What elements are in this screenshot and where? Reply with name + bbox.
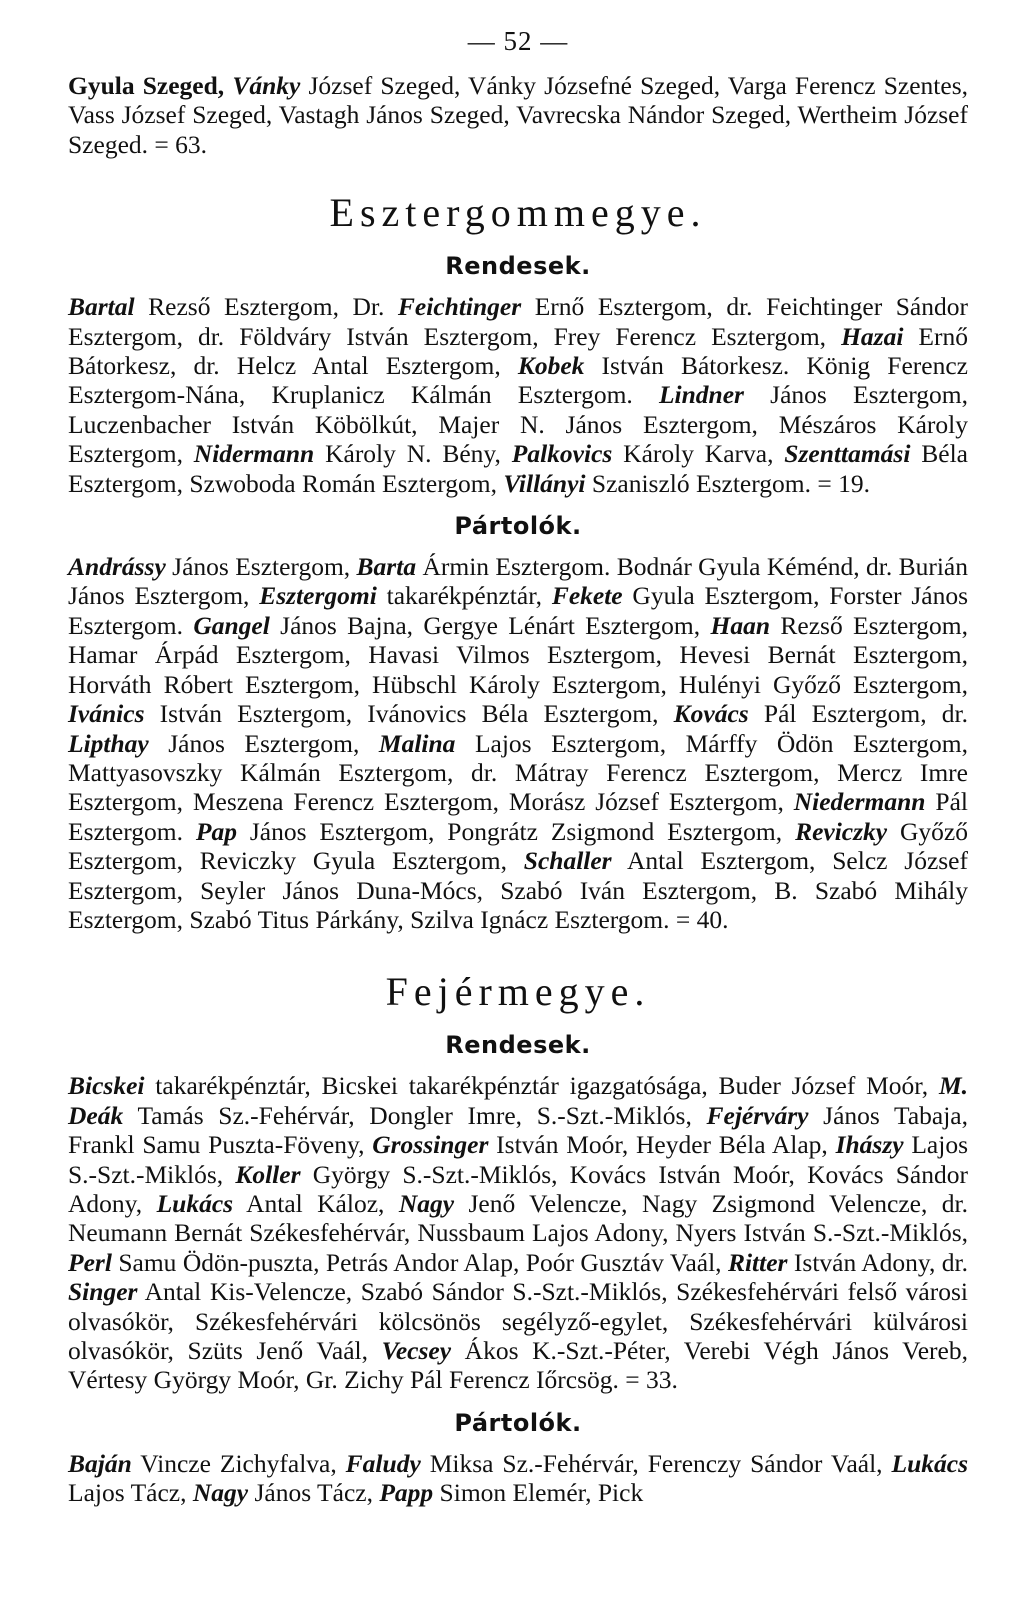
text-run: István Bátorkesz. König Ferencz Esztergom-Nána, Kruplanicz Kálmán Esztergom.	[68, 351, 968, 410]
intro-paragraph	[68, 71, 968, 159]
highlighted-name: Barta	[356, 552, 417, 582]
highlighted-name: Palkovics	[511, 439, 613, 469]
highlighted-name: Bicskei	[68, 1071, 145, 1101]
highlighted-name: Perl	[68, 1247, 112, 1277]
text-run: Miksa Sz.-Fehérvár, Ferenczy Sándor Vaál,	[420, 1448, 892, 1478]
text-run: Ákos K.-Szt.-Péter, Verebi Végh János Vereb, Vértesy György Moór, Gr. Zichy Pál Ferencz Iőrcsög. = 33.	[68, 1336, 968, 1395]
text-run: Lajos S.-Szt.-Miklós,	[68, 1130, 968, 1189]
text-run: takarékpénztár,	[376, 581, 552, 611]
highlighted-name: Esztergomi	[259, 581, 377, 611]
partolok-paragraph	[68, 1449, 968, 1508]
highlighted-name: Kovács	[673, 699, 749, 729]
rendesek-paragraph	[68, 1071, 968, 1394]
highlighted-name: Vecsey	[381, 1336, 452, 1365]
highlighted-name: Grossinger	[372, 1130, 489, 1160]
highlighted-name: Nagy	[192, 1478, 249, 1508]
highlighted-name: Villányi	[503, 468, 586, 498]
partolok-paragraph	[68, 552, 968, 934]
highlighted-name: Szenttamási	[784, 439, 911, 469]
highlighted-name: Lindner	[658, 380, 744, 410]
county-title: Fejérmegye.	[385, 969, 651, 1015]
text-run: Ernő Bátorkesz, dr. Helcz Antal Esztergom,	[68, 321, 968, 381]
text-run: Károly N. Bény,	[314, 439, 512, 469]
text-run: Károly Karva,	[612, 439, 785, 469]
text-run: Rezső Esztergom, Dr.	[134, 292, 398, 322]
lead-text: Gyula Szeged,	[68, 71, 233, 100]
text-run: Antal Esztergom, Selcz József Esztergom, Seyler János Duna-Mócs, Szabó Iván Esztergom, B. Szabó Mihály Esztergom, Szabó Titus Párkány, Szilva Ignácz Esztergom. = 40.	[68, 846, 968, 934]
text-run: Lajos Esztergom, Márffy Ödön Esztergom, Mattyasovszky Kálmán Esztergom, dr. Mátray Ferencz Esztergom, Mercz Imre Esztergom, Meszena Ferencz Esztergom, Morász József Esztergom,	[68, 728, 968, 817]
text-run: Szaniszló Esztergom. = 19.	[585, 468, 870, 498]
text-run: István Moór, Heyder Béla Alap,	[488, 1130, 836, 1160]
highlighted-name: Fejérváry	[706, 1100, 809, 1130]
highlighted-name: Bartal	[68, 292, 135, 322]
highlighted-name: Niedermann	[793, 787, 926, 817]
text-run: György S.-Szt.-Miklós, Kovács István Moór, Kovács Sándor Adony,	[68, 1159, 968, 1218]
text-run: Tamás Sz.-Fehérvár, Dongler Imre, S.-Szt.-Miklós,	[123, 1100, 707, 1130]
county-title: Esztergommegye.	[329, 190, 707, 236]
text-run: Vincze Zichyfalva,	[131, 1448, 346, 1478]
text-run: Jenő Velencze, Nagy Zsigmond Velencze, dr. Neumann Bernát Székesfehérvár, Nussbaum Lajos Adony, Nyers István S.-Szt.-Miklós,	[68, 1188, 968, 1248]
section-heading-rendesek: Rendesek.	[445, 1031, 591, 1060]
highlighted-name: Feichtinger	[397, 292, 522, 322]
highlighted-name: Gangel	[193, 610, 270, 640]
highlighted-name: Andrássy	[68, 552, 166, 582]
page-number: — 52 —	[467, 26, 569, 56]
text-run: Béla Esztergom, Szwoboda Román Esztergom,	[68, 439, 968, 498]
highlighted-name: Kobek	[517, 351, 585, 381]
rendesek-paragraph	[68, 292, 968, 498]
highlighted-name: Schaller	[523, 846, 612, 876]
highlighted-name: M. Deák	[68, 1071, 968, 1130]
text-run: István Esztergom, Ivánovics Béla Esztergom,	[144, 699, 674, 729]
text-run: János Esztergom,	[165, 552, 357, 582]
text-run: takarékpénztár, Bicskei takarékpénztár igazgatósága, Buder József Moór,	[144, 1071, 939, 1101]
highlighted-name: Vánky	[232, 71, 301, 100]
text-run: Antal Káloz,	[233, 1188, 399, 1218]
county-esztergom	[68, 189, 968, 934]
highlighted-name: Ritter	[727, 1247, 788, 1277]
text-run: Rezső Esztergom, Hamar Árpád Esztergom, Havasi Vilmos Esztergom, Hevesi Bernát Esztergom, Horváth Róbert Esztergom, Hübschl Károly Esztergom, Hulényi Győző Esztergom,	[68, 610, 969, 699]
text-run: János Bajna, Gergye Lénárt Esztergom,	[269, 610, 711, 640]
text-run: Pál Esztergom, dr.	[748, 699, 968, 729]
highlighted-name: Ivánics	[68, 699, 145, 729]
text-run: Gyula Esztergom, Forster János Esztergom.	[68, 581, 968, 640]
text-run: József Szeged, Vánky Józsefné Szeged, Varga Ferencz Szentes, Vass József Szeged, Vastagh János Szeged, Vavrecska Nándor Szeged, Wertheim József Szeged. = 63.	[68, 71, 969, 159]
highlighted-name: Singer	[68, 1277, 138, 1307]
highlighted-name: Haan	[710, 610, 771, 640]
highlighted-name: Reviczky	[795, 816, 888, 846]
highlighted-name: Fekete	[551, 581, 623, 611]
highlighted-name: Papp	[379, 1478, 434, 1508]
highlighted-name: Malina	[378, 728, 456, 758]
text-run: János Esztergom, Luczenbacher István Köbölkút, Majer N. János Esztergom, Mészáros Károly Esztergom,	[68, 380, 968, 469]
text-run: Ármin Esztergom. Bodnár Gyula Kéménd, dr. Burián János Esztergom,	[68, 552, 969, 611]
highlighted-name: Lukács	[891, 1448, 968, 1478]
text-run: Lajos Tácz,	[68, 1478, 193, 1508]
highlighted-name: Nagy	[398, 1188, 455, 1218]
section-heading-partolok: Pártolók.	[454, 512, 582, 541]
text-run: István Adony, dr.	[787, 1247, 968, 1277]
section-heading-partolok: Pártolók.	[454, 1408, 582, 1437]
highlighted-name: Baján	[68, 1448, 132, 1478]
highlighted-name: Nidermann	[193, 439, 315, 469]
text-run: Samu Ödön-puszta, Petrás Andor Alap, Poór Gusztáv Vaál,	[111, 1247, 728, 1277]
text-run: János Tabaja, Frankl Samu Puszta-Föveny,	[68, 1100, 968, 1160]
highlighted-name: Pap	[195, 816, 237, 846]
text-run: Ernő Esztergom, dr. Feichtinger Sándor Esztergom, dr. Földváry István Esztergom, Frey Ferencz Esztergom,	[68, 292, 968, 351]
highlighted-name: Faludy	[345, 1448, 421, 1478]
highlighted-name: Lukács	[156, 1188, 234, 1218]
text-run: Győző Esztergom, Reviczky Gyula Esztergom,	[68, 816, 969, 876]
text-run: Simon Elemér, Pick	[433, 1478, 644, 1508]
text-run: János Esztergom, Pongrátz Zsigmond Esztergom,	[236, 816, 796, 846]
highlighted-name: Koller	[235, 1159, 301, 1189]
section-heading-rendesek: Rendesek.	[445, 252, 591, 281]
highlighted-name: Lipthay	[68, 728, 149, 758]
highlighted-name: Hazai	[841, 321, 904, 351]
county-fejer	[68, 968, 968, 1507]
text-run: Pál Esztergom.	[68, 787, 968, 846]
text-run: János Tácz,	[248, 1478, 380, 1508]
text-run: János Esztergom,	[148, 728, 379, 758]
text-run: Antal Kis-Velencze, Szabó Sándor S.-Szt.-Miklós, Székesfehérvári felső városi olvasókör, Székesfehérvári kölcsönös segélyző-egylet, Székesfehérvári külvárosi olvasókör, Szüts Jenő Vaál,	[68, 1277, 968, 1365]
highlighted-name: Ihászy	[835, 1130, 904, 1160]
